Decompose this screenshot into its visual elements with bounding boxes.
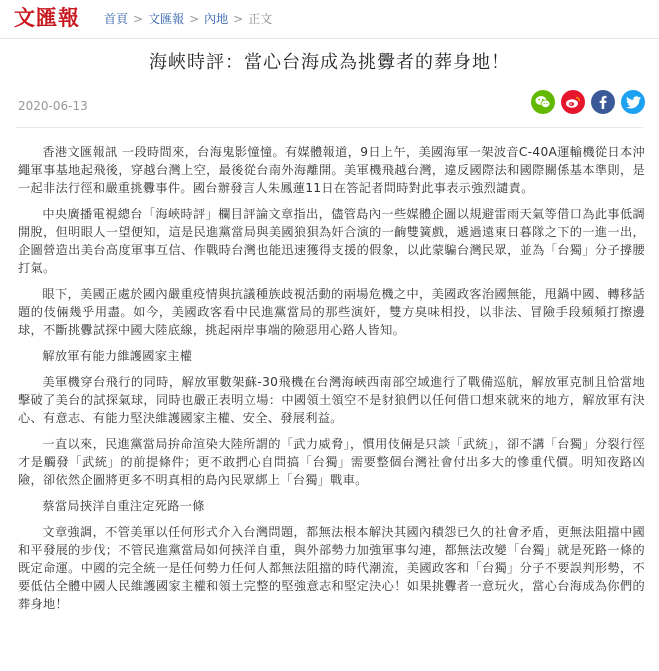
breadcrumb-mainland[interactable]: 內地 [204, 12, 229, 26]
breadcrumb-separator: > [189, 12, 200, 26]
breadcrumb-separator: > [233, 12, 244, 26]
paragraph: 一直以來，民進黨當局拚命渲染大陸所謂的「武力威脅」，慣用伎倆是只談「武統」，卻不講「台獨」分裂行徑才是觸發「武統」的前提條件；更不敢捫心自問搞「台獨」需要整個台灣社會付出多大的慘重代價。明知夜路凶險，卻依然企圖將更多不明真相的島內民眾綁上「台獨」戰車。 [18, 437, 645, 487]
twitter-icon [626, 96, 641, 109]
twitter-share-button[interactable] [621, 90, 645, 114]
site-logo[interactable]: 文匯報 [14, 5, 80, 30]
breadcrumb-home[interactable]: 首頁 [104, 12, 129, 26]
facebook-icon [597, 95, 609, 109]
subheading: 解放軍有能力維護國家主權 [42, 349, 193, 363]
facebook-share-button[interactable] [591, 90, 615, 114]
paragraph: 香港文匯報訊 一段時間來，台海鬼影憧憧。有媒體報道，9日上午，美國海軍一架波音C-40A運輸機從日本沖繩軍事基地起飛後，穿越台灣上空，最後從台南外海離開。美軍機飛越台灣，違反國際法和國際關係基本準則，是一起非法行徑和嚴重挑釁事件。國台辦發言人朱鳳蓮11日在答記者問時對此事表示強烈譴責。 [18, 145, 645, 195]
paragraph: 美軍機穿台飛行的同時，解放軍數架蘇-30飛機在台灣海峽西南部空域進行了戰備巡航，解放軍克制且恰當地擊破了美台的試探氣球，同時也嚴正表明立場：中國領土領空不是豺狼們以任何借口想來就來的地方，解放軍有決心、有意志、有能力堅決維護國家主權、安全、發展利益。 [18, 375, 645, 425]
article-date: 2020-06-13 [18, 99, 88, 113]
breadcrumb-current: 正文 [248, 12, 273, 26]
share-bar [531, 90, 645, 114]
wechat-share-button[interactable] [531, 90, 555, 114]
wechat-icon [535, 95, 551, 109]
article-body [18, 143, 645, 621]
header-divider [16, 127, 643, 128]
paragraph: 眼下，美國正處於國內嚴重疫情與抗議種族歧視活動的兩場危機之中，美國政客治國無能，甩鍋中國、轉移話題的伎倆幾乎用盡。如今，美國政客看中民進黨當局的那些演奸，雙方臭味相投，以非法、冒險手段頻頻打擦邊球，不斷挑釁試探中國大陸底線，挑起兩岸事端的險惡用心路人皆知。 [18, 287, 645, 337]
breadcrumb [104, 11, 272, 27]
paragraph: 文章強調，不管美軍以任何形式介入台灣問題，都無法根本解決其國內積怨已久的社會矛盾，更無法阻擋中國和平發展的步伐；不管民進黨當局如何挾洋自重，與外部勢力加強軍事勾連，都無法改變「台獨」就是死路一條的既定命運。中國的完全統一是任何勢力任何人都無法阻擋的時代潮流，美國政客和「台獨」分子不要誤判形勢，不要低估全體中國人民維護國家主權和領土完整的堅強意志和堅定決心！如果挑釁者一意玩火，當心台海成為你們的葬身地！ [18, 525, 645, 611]
breadcrumb-separator: > [133, 12, 144, 26]
paragraph: 中央廣播電視總台「海峽時評」欄目評論文章指出，儘管島內一些媒體企圖以規避雷雨天氣等借口為此事低調開脫，但明眼人一望便知，這是民進黨當局與美國狼狽為奸合演的一齣雙簧戲，遞過遠東日暮隊之下的一進一出，企圖營造出美台高度軍事互信、作戰時台灣也能迅速獲得支援的假象，以此蒙騙台灣民眾，並為「台獨」分子撐腰打氣。 [18, 207, 645, 275]
article-title: 海峽時評：當心台海成為挑釁者的葬身地！ [149, 52, 510, 73]
breadcrumb-wenweipo[interactable]: 文匯報 [148, 12, 185, 26]
top-bar [0, 0, 659, 39]
weibo-share-button[interactable] [561, 90, 585, 114]
subheading: 蔡當局挾洋自重注定死路一條 [42, 499, 205, 513]
weibo-icon [565, 95, 581, 109]
